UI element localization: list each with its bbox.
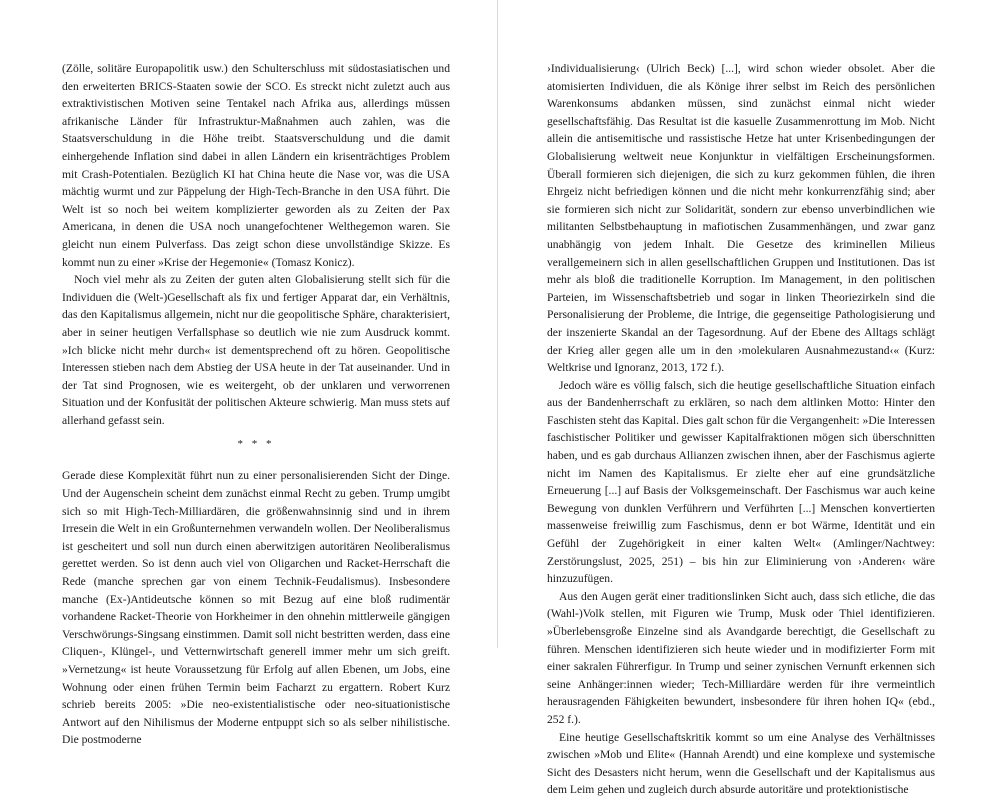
paragraph: Aus den Augen gerät einer traditionslinken Sicht auch, dass sich etliche, die das (Wahl-)Volk stellen, mit Figuren wie Trump, Musk oder Thiel identifizieren. »Überlebensgroße Einzelne sind als Avandgarde berechtigt, die Gesellschaft zu führen. Menschen identifizieren sich heute wieder und in modifizierter Form mit einer sakralen Führerfigur. In Trump und seiner zynischen Vernunft erkennen sich seine Anhänger:innen wieder; Tech-Milliardäre werden für ihre vermeintlich herausragenden Fähigkeiten bewundert, insbesondere für ihren hohen IQ« (ebd., 252 f.). [547, 589, 935, 726]
paragraph: Eine heutige Gesellschaftskritik kommt so um eine Analyse des Verhältnisses zwischen »Mob und Elite« (Hannah Arendt) und eine komplexe und systemische Sicht des Desasters nicht herum, wenn die Gesellschaft und der Kapitalismus aus dem Leim gehen und zugleich durch absurde autoritäre und protektionistische [547, 730, 935, 797]
section-separator: * * * [237, 438, 275, 451]
paragraph: Jedoch wäre es völlig falsch, sich die heutige gesellschaftliche Situation einfach aus der Bandenherrschaft zu erklären, so nach dem altlinken Motto: Hinter den Faschisten steht das Kapital. Dies galt schon für die Vergangenheit: »Die Interessen faschistischer Politiker und gewisser Kapitalfraktionen mögen sich überschnitten haben, und es gab durchaus Allianzen zwischen ihnen, aber der Faschismus agierte nicht im Namen des Kapitalismus. Er zielte eher auf eine grundsätzliche Erneuerung [...] auf Basis der Volksgemeinschaft. Der Faschismus war auch keine Bewegung von dunklen Verführern und Verführten [...] Menschen konvertierten massenweise freiwillig zum Faschismus, denn er bot Wärme, Identität und ein Gefühl der Zugehörigkeit in einer kalten Welt« (Amlinger/Nachtwey: Zerstörungslust, 2025, 251) – bis hin zur Eliminierung von ›Anderen‹ wäre hinzuzufügen. [547, 378, 935, 586]
paragraph: (Zölle, solitäre Europapolitik usw.) den Schulterschluss mit südostasiatischen und den erweiterten BRICS-Staaten sowie der SCO. Es streckt nicht zuletzt auch aus extraktivistischen Motiven seine Tentakel nach Afrika aus, allerdings müssen afrikanische Länder für Infrastruktur-Maßnahmen auch zahlen, was die Staatsverschuldung in die Höhe treibt. Staatsverschuldung und die damit einhergehende Inflation sind dabei in allen Ländern ein krisenträchtiges Problem mit Crash-Potentialen. Bezüglich KI hat China heute die Nase vor, was die USA mächtig wurmt und zur Päppelung der High-Tech-Branche in den USA führt. Die Welt ist so noch bei weitem komplizierter geworden als zu Zeiten der Pax Americana, in denen die USA noch unangefochtener Welthegemon waren. Sie gleicht nun einem Pulverfass. Das zeigt schon diese unvollständige Skizze. Es kommt nun zu einer »Krise der Hegemonie« (Tomasz Konicz). [62, 62, 450, 269]
right-page [498, 0, 995, 797]
paragraph: Noch viel mehr als zu Zeiten der guten alten Globalisierung stellt sich für die Individuen die (Welt-)Gesellschaft als fix und fertiger Apparat dar, ein Verhältnis, das den Kapitalismus allgemein, nicht nur die geopolitische Sphäre, charakterisiert, aber in seiner heutigen Verfallsphase so deutlich wie nie zum Ausdruck kommt. »Ich blicke nicht mehr durch« ist dementsprechend oft zu hören. Geopolitische Interessen stieben nach dem Abstieg der USA heute in der Tat auseinander. Und in der Tat sind Prognosen, wie es weitergeht, ob der unklaren und verworrenen Situation und der Konfusität der politischen Akteure schwierig. Man muss stets auf allerhand gefasst sein. [62, 273, 450, 427]
left-page-text [62, 0, 450, 749]
paragraph: ›Individualisierung‹ (Ulrich Beck) [...], wird schon wieder obsolet. Aber die atomisierten Individuen, die als Könige ihrer selbst im Reich des persönlichen Warenkonsums abdanken müssen, sind zunächst einmal nicht wieder gesellschaftsfähig. Das Resultat ist die kasuelle Zusammenrottung im Mob. Nicht allein die antisemitische und rassistische Hetze hat unter Krisenbedingungen der Globalisierung weltweit neue Konjunktur in vielfältigen Erscheinungsformen. Überall formieren sich diejenigen, die sich zu kurz gekommen fühlen, die ihren Ehrgeiz nicht befriedigen können und die nicht mehr konkurrenzfähig sind; aber sie formieren sich nicht zur Solidarität, sondern zur ebenso unverbindlichen wie militanten Selbstbehauptung in mafiotischen Zusammenhängen, und zwar ganz unabhängig von jedem Inhalt. Die Gesetze des kriminellen Milieus verallgemeinern sich in allen gesellschaftlichen Gruppen und Institutionen. Das ist mehr als bloß die traditionelle Korruption. Im Management, in den politischen Parteien, im Wissenschaftsbetrieb und sogar in linken Theoriezirkeln sind die Personalisierung der Probleme, die Intrige, die gegenseitige Pathologisierung und der inszenierte Skandal an der Tagesordnung. Auf der Ebene des Alltags schlägt der Krieg aller gegen alle um in den ›molekularen Ausnahmezustand‹« (Kurz: Weltkrise und Ignoranz, 2013, 172 f.). [547, 62, 935, 375]
right-page-text [547, 0, 935, 799]
paragraph: Gerade diese Komplexität führt nun zu einer personalisierenden Sicht der Dinge. Und der Augenschein scheint dem zunächst einmal Recht zu geben. Trump umgibt sich so mit High-Tech-Milliardären, die größenwahnsinnig sind und in ihrem Irresein die Welt in ein Großunternehmen verwandeln wollen. Der Neoliberalismus ist gescheitert und soll nun durch einen aberwitzigen autoritären Neoliberalismus gerettet werden. So ist denn auch viel von Oligarchen und Racket-Herrschaft die Rede (manche sprechen gar von einem Technik-Feudalismus). Insbesondere manche (Ex-)Antideutsche können so mit Bezug auf eine bloß rudimentär vorhandene Racket-Theorie von Horkheimer in den ohnehin mittlerweile gängigen Verschwörungs-Singsang einstimmen. Damit soll nicht bestritten werden, dass eine Cliquen-, Klüngel-, und Vetternwirtschaft generell immer mehr um sich greift. »Vernetzung« ist heute Voraussetzung für Erfolg auf allen Ebenen, um Jobs, eine Wohnung oder einen frühen Termin beim Facharzt zu ergattern. Robert Kurz schrieb bereits 2005: »Die neo-existentialistische oder neo-situationistische Antwort auf den Nihilismus der Moderne entpuppt sich so als selber nihilistische. Die postmoderne [62, 469, 450, 747]
left-page [0, 0, 497, 747]
